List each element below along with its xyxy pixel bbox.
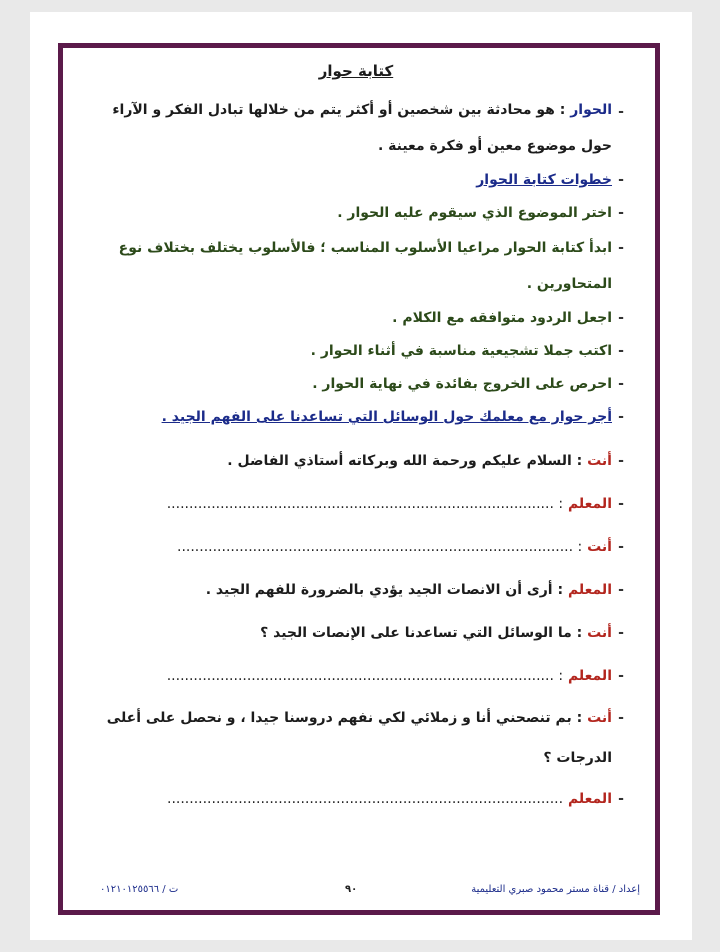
speaker-label: أنت <box>587 710 612 726</box>
answer-blank[interactable]: : ....................................................................................... <box>166 496 564 512</box>
speaker-label: أنت <box>587 625 612 641</box>
worksheet-content <box>82 62 630 821</box>
answer-blank[interactable]: : ......................................................................................... <box>177 539 583 555</box>
line-text: : ما الوسائل التي تساعدنا على الإنصات الجيد ؟ <box>260 625 583 641</box>
speaker-label: المعلم <box>567 791 612 807</box>
bullet: - <box>618 104 624 120</box>
speaker-label: المعلم <box>567 582 612 598</box>
page-title: كتابة حوار <box>318 62 394 80</box>
step-item: - ابدأ كتابة الحوار مراعيا الأسلوب المناسب ؛ فالأسلوب يختلف بختلاف نوع المتحاورين . <box>118 240 624 292</box>
dialogue-section <box>82 440 630 821</box>
answer-blank[interactable]: : ....................................................................................... <box>166 668 564 684</box>
step-item: - اجعل الردود متوافقه مع الكلام . <box>392 310 624 326</box>
dialogue-line: - أنت : السلام عليكم ورحمة الله وبركاته أستاذي الفاضل . <box>227 453 624 469</box>
definition-text: : هو محادثة بين شخصين أو أكثر يتم من خلالها تبادل الفكر و الآراء حول موضوع معين أو فكرة معينة . <box>112 102 612 154</box>
task-instruction: أجر حوار مع معلمك حول الوسائل التي تساعدنا على الفهم الجيد . <box>161 409 612 425</box>
speaker-label: المعلم <box>567 668 612 684</box>
speaker-label: المعلم <box>567 496 612 512</box>
footer-credit: إعداد / قناة مستر محمود صبري التعليمية <box>471 884 640 895</box>
steps-section <box>82 164 630 434</box>
line-text: : أرى أن الانصات الجيد يؤدي بالضرورة للفهم الجيد . <box>205 582 564 598</box>
speaker-label: أنت <box>587 539 612 555</box>
dialogue-line: - المعلم : أرى أن الانصات الجيد يؤدي بالضرورة للفهم الجيد . <box>205 582 624 598</box>
footer-phone: ت / ٠١٢١٠١٢٥٥٦٦ <box>100 884 179 895</box>
steps-heading-row: - خطوات كتابة الحوار <box>82 164 630 197</box>
line-text: : بم تنصحني أنا و زملائي لكي نفهم دروسنا جيدا ، و نحصل على أعلى الدرجات ؟ <box>106 710 612 766</box>
dialogue-line: - المعلم : ....................................................................................... <box>166 668 624 684</box>
speaker-label: أنت <box>587 453 612 469</box>
step-item: - احرص على الخروج بفائدة في نهاية الحوار . <box>312 376 624 392</box>
answer-blank[interactable]: ......................................................................................... <box>167 791 564 807</box>
dialogue-line: - أنت : ما الوسائل التي تساعدنا على الإنصات الجيد ؟ <box>260 625 624 641</box>
steps-heading: خطوات كتابة الحوار <box>476 172 612 188</box>
step-item: - اكتب جملا تشجيعية مناسبة في أثناء الحوار . <box>310 343 624 359</box>
dialogue-line: - أنت : بم تنصحني أنا و زملائي لكي نفهم دروسنا جيدا ، و نحصل على أعلى الدرجات ؟ <box>106 710 624 766</box>
step-item: - اختر الموضوع الذي سيقوم عليه الحوار . <box>337 205 624 221</box>
dialogue-line: - المعلم ......................................................................................... <box>167 791 624 807</box>
dialogue-line: - أنت : ......................................................................................... <box>177 539 624 555</box>
dialogue-line: - المعلم : ....................................................................................... <box>166 496 624 512</box>
definition <box>82 94 630 164</box>
definition-term: الحوار <box>570 102 612 118</box>
task-row: - أجر حوار مع معلمك حول الوسائل التي تساعدنا على الفهم الجيد . <box>82 401 630 434</box>
line-text: : السلام عليكم ورحمة الله وبركاته أستاذي الفاضل . <box>227 453 583 469</box>
page-number: ٩٠ <box>345 884 358 895</box>
